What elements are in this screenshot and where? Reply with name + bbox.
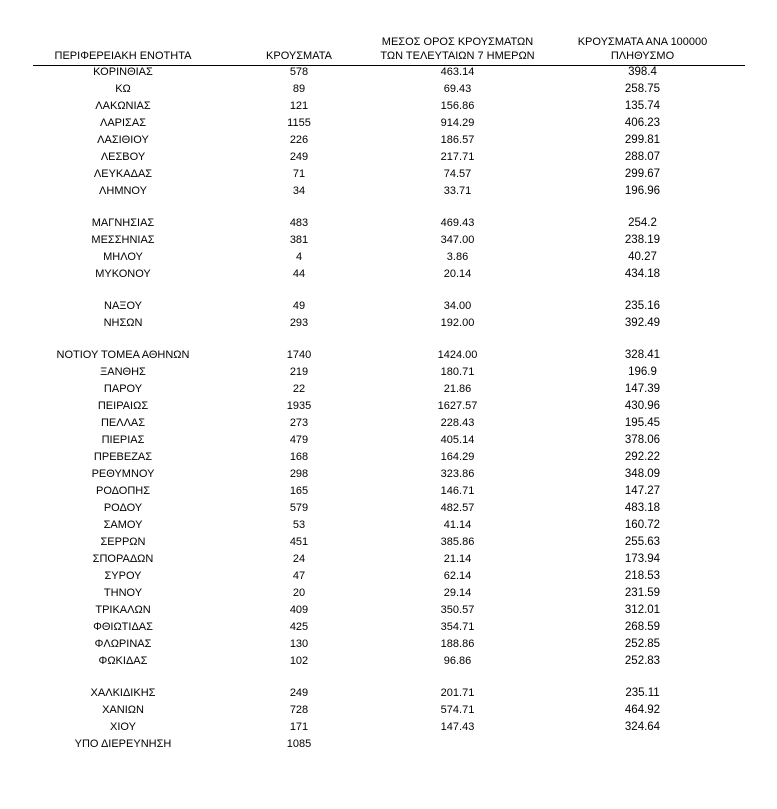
table-row bbox=[0, 366, 777, 383]
table-row bbox=[0, 434, 777, 451]
region-cell: ΜΗΛΟΥ bbox=[103, 251, 143, 263]
region-cell: ΛΕΣΒΟΥ bbox=[100, 151, 146, 163]
avg-cell: 188.86 bbox=[440, 638, 475, 650]
per100k-cell: 235.11 bbox=[625, 687, 660, 699]
per100k-cell: 328.41 bbox=[624, 349, 661, 361]
avg-cell: 405.14 bbox=[440, 434, 475, 446]
avg-cell: 29.14 bbox=[443, 587, 472, 599]
avg-cell: 201.71 bbox=[440, 687, 475, 699]
region-cell: ΣΑΜΟΥ bbox=[103, 519, 143, 531]
cases-cell: 249 bbox=[289, 151, 309, 163]
cases-cell: 44 bbox=[292, 268, 306, 280]
avg-cell: 192.00 bbox=[440, 317, 475, 329]
avg-cell: 463.14 bbox=[440, 66, 475, 78]
table-row bbox=[0, 400, 777, 417]
cases-cell: 249 bbox=[289, 687, 309, 699]
region-cell: ΝΟΤΙΟΥ ΤΟΜΕΑ ΑΘΗΝΩΝ bbox=[56, 349, 190, 361]
avg-cell: 350.57 bbox=[440, 604, 475, 616]
table-row bbox=[0, 251, 777, 268]
table-row bbox=[0, 721, 777, 738]
cases-cell: 1085 bbox=[286, 738, 312, 750]
cases-cell: 298 bbox=[289, 468, 309, 480]
region-cell: ΜΑΓΝΗΣΙΑΣ bbox=[91, 217, 155, 229]
cases-cell: 20 bbox=[292, 587, 306, 599]
region-cell: ΞΑΝΘΗΣ bbox=[100, 366, 146, 378]
region-cell: ΡΟΔΟΠΗΣ bbox=[95, 485, 151, 497]
avg-cell: 164.29 bbox=[440, 451, 475, 463]
per100k-cell: 324.64 bbox=[624, 721, 661, 733]
table-row bbox=[0, 168, 777, 185]
cases-cell: 273 bbox=[289, 417, 309, 429]
avg-cell: 180.71 bbox=[440, 366, 475, 378]
avg-cell: 469.43 bbox=[440, 217, 475, 229]
cases-cell: 53 bbox=[292, 519, 306, 531]
cases-cell: 226 bbox=[289, 134, 309, 146]
table-row bbox=[0, 738, 777, 755]
per100k-cell: 235.16 bbox=[624, 300, 661, 312]
region-cell: ΦΛΩΡΙΝΑΣ bbox=[94, 638, 152, 650]
cases-cell: 121 bbox=[289, 100, 309, 112]
avg-cell: 69.43 bbox=[443, 83, 472, 95]
cases-cell: 47 bbox=[292, 570, 306, 582]
avg-cell: 1627.57 bbox=[437, 400, 478, 412]
region-cell: ΤΡΙΚΑΛΩΝ bbox=[95, 604, 151, 616]
per100k-cell: 252.83 bbox=[624, 655, 661, 667]
region-cell: ΣΕΡΡΩΝ bbox=[100, 536, 146, 548]
avg-cell: 33.71 bbox=[443, 185, 472, 197]
region-cell: ΛΑΡΙΣΑΣ bbox=[99, 117, 146, 129]
avg-cell: 217.71 bbox=[440, 151, 475, 163]
region-cell: ΝΑΞΟΥ bbox=[104, 300, 142, 312]
region-cell: ΛΑΣΙΘΙΟΥ bbox=[97, 134, 149, 146]
avg-cell: 147.43 bbox=[440, 721, 475, 733]
per100k-cell: 430.96 bbox=[624, 400, 661, 412]
per100k-cell: 238.19 bbox=[624, 234, 661, 246]
per100k-cell: 288.07 bbox=[624, 151, 661, 163]
per100k-cell: 292.22 bbox=[624, 451, 661, 463]
cases-cell: 479 bbox=[289, 434, 309, 446]
cases-cell: 293 bbox=[289, 317, 309, 329]
header-cases: ΚΡΟΥΣΜΑΤΑ bbox=[266, 50, 332, 62]
header-avg-line1: ΜΕΣΟΣ ΟΡΟΣ ΚΡΟΥΣΜΑΤΩΝ bbox=[381, 36, 534, 48]
table-row bbox=[0, 570, 777, 587]
per100k-cell: 299.67 bbox=[624, 168, 661, 180]
table-row bbox=[0, 536, 777, 553]
table-row bbox=[0, 134, 777, 151]
per100k-cell: 147.27 bbox=[624, 485, 661, 497]
table-row bbox=[0, 100, 777, 117]
cases-cell: 381 bbox=[289, 234, 309, 246]
avg-cell: 228.43 bbox=[440, 417, 475, 429]
per100k-cell: 406.23 bbox=[624, 117, 661, 129]
table-row bbox=[0, 417, 777, 434]
avg-cell: 96.86 bbox=[443, 655, 472, 667]
avg-cell: 74.57 bbox=[443, 168, 472, 180]
table-row bbox=[0, 117, 777, 134]
region-cell: ΛΗΜΝΟΥ bbox=[99, 185, 147, 197]
region-cell: ΦΘΙΩΤΙΔΑΣ bbox=[93, 621, 153, 633]
avg-cell: 21.14 bbox=[443, 553, 472, 565]
per100k-cell: 196.9 bbox=[628, 366, 657, 378]
region-cell: ΠΡΕΒΕΖΑΣ bbox=[93, 451, 153, 463]
table-row bbox=[0, 519, 777, 536]
table-row bbox=[0, 451, 777, 468]
table-row bbox=[0, 704, 777, 721]
per100k-cell: 231.59 bbox=[624, 587, 661, 599]
avg-cell: 156.86 bbox=[440, 100, 475, 112]
region-cell: ΠΕΙΡΑΙΩΣ bbox=[97, 400, 149, 412]
per100k-cell: 160.72 bbox=[624, 519, 661, 531]
table-row bbox=[0, 317, 777, 334]
per100k-cell: 312.01 bbox=[624, 604, 661, 616]
avg-cell: 385.86 bbox=[440, 536, 475, 548]
avg-cell: 914.29 bbox=[440, 117, 475, 129]
region-cell: ΜΥΚΟΝΟΥ bbox=[95, 268, 151, 280]
avg-cell: 1424.00 bbox=[437, 349, 478, 361]
region-cell: ΡΕΘΥΜΝΟΥ bbox=[91, 468, 155, 480]
cases-cell: 219 bbox=[289, 366, 309, 378]
cases-cell: 102 bbox=[289, 655, 309, 667]
avg-cell: 482.57 bbox=[440, 502, 475, 514]
table-row bbox=[0, 383, 777, 400]
region-cell: ΜΕΣΣΗΝΙΑΣ bbox=[91, 234, 155, 246]
region-cell: ΧΑΝΙΩΝ bbox=[102, 704, 144, 716]
per100k-cell: 218.53 bbox=[624, 570, 661, 582]
region-cell: ΚΩ bbox=[115, 83, 131, 95]
region-cell: ΦΩΚΙΔΑΣ bbox=[98, 655, 148, 667]
avg-cell: 34.00 bbox=[443, 300, 472, 312]
per100k-cell: 348.09 bbox=[624, 468, 661, 480]
per100k-cell: 299.81 bbox=[624, 134, 661, 146]
table-row bbox=[0, 587, 777, 604]
avg-cell: 20.14 bbox=[443, 268, 472, 280]
region-cell: ΣΥΡΟΥ bbox=[104, 570, 142, 582]
per100k-cell: 434.18 bbox=[624, 268, 661, 280]
region-cell: ΥΠΟ ΔΙΕΡΕΥΝΗΣΗ bbox=[74, 738, 172, 750]
region-cell: ΠΑΡΟΥ bbox=[103, 383, 143, 395]
avg-cell: 21.86 bbox=[443, 383, 472, 395]
per100k-cell: 196.96 bbox=[624, 185, 661, 197]
region-cell: ΣΠΟΡΑΔΩΝ bbox=[92, 553, 154, 565]
per100k-cell: 483.18 bbox=[624, 502, 661, 514]
cases-cell: 168 bbox=[289, 451, 309, 463]
table-row bbox=[0, 300, 777, 317]
header-avg-line2: ΤΩΝ ΤΕΛΕΥΤΑΙΩΝ 7 ΗΜΕΡΩΝ bbox=[380, 50, 535, 62]
table-row bbox=[0, 217, 777, 234]
header-region: ΠΕΡΙΦΕΡΕΙΑΚΗ ΕΝΟΤΗΤΑ bbox=[54, 50, 192, 62]
region-cell: ΧΑΛΚΙΔΙΚΗΣ bbox=[90, 687, 156, 699]
avg-cell: 354.71 bbox=[440, 621, 475, 633]
per100k-cell: 392.49 bbox=[624, 317, 661, 329]
cases-cell: 1935 bbox=[286, 400, 312, 412]
header-per100k-line2: ΠΛΗΘΥΣΜΟ bbox=[610, 50, 675, 62]
cases-cell: 24 bbox=[292, 553, 306, 565]
cases-cell: 165 bbox=[289, 485, 309, 497]
region-cell: ΝΗΣΩΝ bbox=[103, 317, 143, 329]
table-row bbox=[0, 621, 777, 638]
per100k-cell: 378.06 bbox=[624, 434, 661, 446]
region-cell: ΚΟΡΙΝΘΙΑΣ bbox=[93, 66, 153, 78]
avg-cell: 347.00 bbox=[440, 234, 475, 246]
table-row bbox=[0, 502, 777, 519]
region-cell: ΤΗΝΟΥ bbox=[103, 587, 143, 599]
cases-cell: 49 bbox=[292, 300, 306, 312]
table-row bbox=[0, 638, 777, 655]
region-cell: ΧΙΟΥ bbox=[110, 721, 136, 733]
per100k-cell: 258.75 bbox=[624, 83, 661, 95]
cases-cell: 130 bbox=[289, 638, 309, 650]
header-per100k-line1: ΚΡΟΥΣΜΑΤΑ ΑΝΑ 100000 bbox=[577, 36, 708, 48]
per100k-cell: 195.45 bbox=[624, 417, 661, 429]
per100k-cell: 135.74 bbox=[624, 100, 661, 112]
table-row bbox=[0, 349, 777, 366]
avg-cell: 3.86 bbox=[446, 251, 469, 263]
cases-cell: 171 bbox=[289, 721, 309, 733]
per100k-cell: 464.92 bbox=[624, 704, 661, 716]
per100k-cell: 254.2 bbox=[628, 217, 657, 229]
table-row bbox=[0, 185, 777, 202]
per100k-cell: 40.27 bbox=[628, 251, 657, 263]
table-row bbox=[0, 604, 777, 621]
region-cell: ΛΑΚΩΝΙΑΣ bbox=[95, 100, 151, 112]
cases-cell: 22 bbox=[292, 383, 306, 395]
per100k-cell: 252.85 bbox=[624, 638, 661, 650]
avg-cell: 323.86 bbox=[440, 468, 475, 480]
table-row bbox=[0, 151, 777, 168]
table-row bbox=[0, 468, 777, 485]
cases-cell: 425 bbox=[289, 621, 309, 633]
cases-cell: 728 bbox=[289, 704, 309, 716]
avg-cell: 186.57 bbox=[440, 134, 475, 146]
cases-cell: 409 bbox=[289, 604, 309, 616]
avg-cell: 41.14 bbox=[443, 519, 472, 531]
region-cell: ΠΙΕΡΙΑΣ bbox=[101, 434, 145, 446]
per100k-cell: 268.59 bbox=[624, 621, 661, 633]
table-row bbox=[0, 83, 777, 100]
table-row bbox=[0, 485, 777, 502]
table-row bbox=[0, 553, 777, 570]
avg-cell: 146.71 bbox=[440, 485, 475, 497]
table-row bbox=[0, 66, 777, 83]
cases-cell: 71 bbox=[292, 168, 306, 180]
cases-cell: 579 bbox=[289, 502, 309, 514]
cases-cell: 1740 bbox=[286, 349, 312, 361]
table-row bbox=[0, 234, 777, 251]
cases-cell: 34 bbox=[292, 185, 306, 197]
cases-cell: 4 bbox=[295, 251, 303, 263]
per100k-cell: 173.94 bbox=[624, 553, 661, 565]
avg-cell: 574.71 bbox=[440, 704, 475, 716]
per100k-cell: 255.63 bbox=[624, 536, 661, 548]
cases-cell: 89 bbox=[292, 83, 306, 95]
region-cell: ΛΕΥΚΑΔΑΣ bbox=[93, 168, 153, 180]
table-row bbox=[0, 655, 777, 672]
per100k-cell: 398.4 bbox=[628, 66, 657, 78]
cases-cell: 578 bbox=[289, 66, 309, 78]
cases-cell: 483 bbox=[289, 217, 309, 229]
cases-cell: 1155 bbox=[287, 117, 311, 129]
table-row bbox=[0, 687, 777, 704]
cases-cell: 451 bbox=[289, 536, 309, 548]
avg-cell: 62.14 bbox=[443, 570, 472, 582]
region-cell: ΠΕΛΛΑΣ bbox=[100, 417, 146, 429]
per100k-cell: 147.39 bbox=[624, 383, 661, 395]
region-cell: ΡΟΔΟΥ bbox=[103, 502, 143, 514]
table-row bbox=[0, 268, 777, 285]
